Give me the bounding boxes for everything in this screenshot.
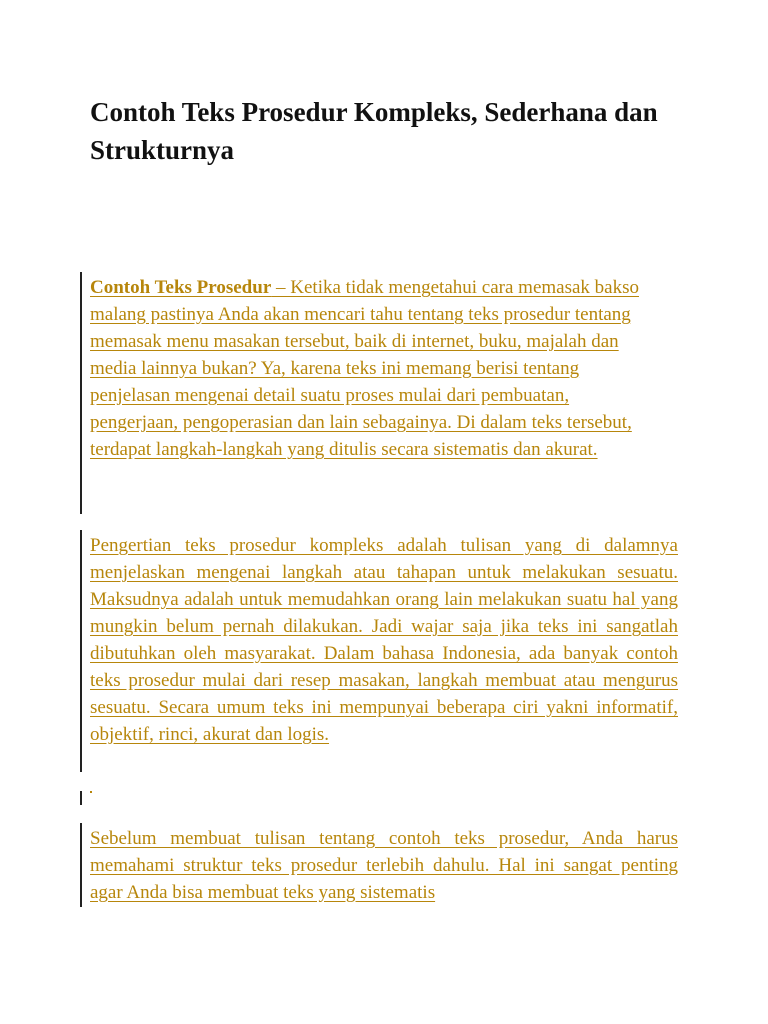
paragraph-3[interactable]: Sebelum membuat tulisan tentang contoh teks prosedur, Anda harus memahami struktur teks prosedur terlebih dahulu. Hal ini sangat penting agar Anda bisa membuat teks yang sistematis (90, 828, 678, 903)
paragraph-2-rule (80, 530, 82, 772)
paragraph-1[interactable] (90, 274, 650, 463)
empty-paragraph-rule (80, 791, 82, 805)
paragraph-1-text[interactable]: – Ketika tidak mengetahui cara memasak bakso malang pastinya Anda akan mencari tahu tentang teks prosedur tentang memasak menu masakan tersebut, baik di internet, buku, majalah dan media lainnya bukan? Ya, karena teks ini memang berisi tentang penjelasan mengenai detail suatu proses mulai dari pembuatan, pengerjaan, pengoperasian dan lain sebagainya. Di dalam teks tersebut, terdapat langkah-langkah yang ditulis secara sistematis dan akurat. (90, 277, 639, 460)
page-title: Contoh Teks Prosedur Kompleks, Sederhana dan Strukturnya (90, 97, 658, 165)
empty-paragraph-mark (90, 791, 92, 793)
paragraph-2[interactable]: Pengertian teks prosedur kompleks adalah tulisan yang di dalamnya menjelaskan mengenai langkah atau tahapan untuk melakukan sesuatu. Maksudnya adalah untuk memudahkan orang lain melakukan suatu hal yang mungkin belum pernah dilakukan. Jadi wajar saja jika teks ini sangatlah dibutuhkan oleh masyarakat. Dalam bahasa Indonesia, ada banyak contoh teks prosedur mulai dari resep masakan, langkah membuat atau mengurus sesuatu. Secara umum teks ini mempunyai beberapa ciri yakni informatif, objektif, rinci, akurat dan logis. (90, 535, 678, 745)
paragraph-1-lead[interactable]: Contoh Teks Prosedur (90, 277, 272, 298)
paragraph-3-rule (80, 823, 82, 907)
paragraph-1-rule (80, 272, 82, 514)
